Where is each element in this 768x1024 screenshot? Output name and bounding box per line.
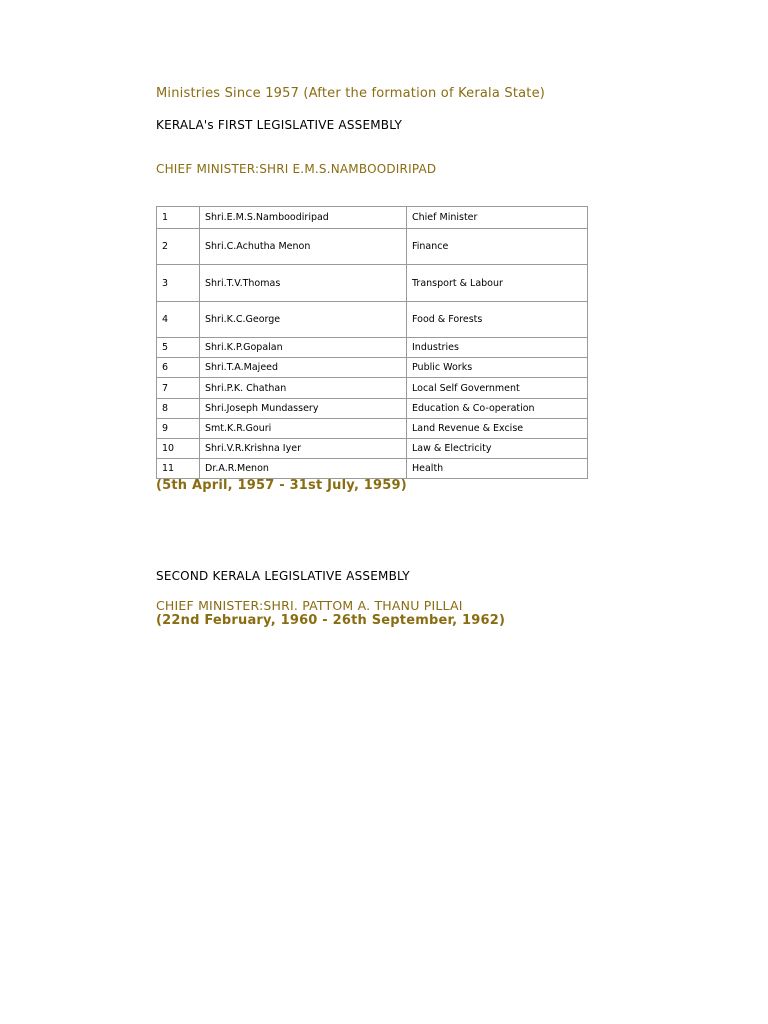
minister-name: Shri.T.A.Majeed <box>200 358 407 378</box>
minister-number: 9 <box>157 419 200 439</box>
minister-portfolio: Chief Minister <box>407 207 588 229</box>
table-row <box>157 439 588 459</box>
minister-name: Shri.E.M.S.Namboodiripad <box>200 207 407 229</box>
minister-portfolio: Public Works <box>407 358 588 378</box>
minister-number: 1 <box>157 207 200 229</box>
minister-portfolio: Food & Forests <box>407 302 588 338</box>
minister-name: Dr.A.R.Menon <box>200 459 407 479</box>
minister-number: 2 <box>157 229 200 265</box>
table-row <box>157 378 588 399</box>
minister-number: 5 <box>157 338 200 358</box>
minister-number: 11 <box>157 459 200 479</box>
first-assembly-term: (5th April, 1957 - 31st July, 1959) <box>156 478 407 493</box>
minister-number: 7 <box>157 378 200 399</box>
second-chief-minister: CHIEF MINISTER:SHRI. PATTOM A. THANU PILLAI <box>156 598 463 613</box>
second-assembly-title: SECOND KERALA LEGISLATIVE ASSEMBLY <box>156 569 410 583</box>
table-row <box>157 419 588 439</box>
minister-portfolio: Local Self Government <box>407 378 588 399</box>
table-row <box>157 302 588 338</box>
minister-portfolio: Law & Electricity <box>407 439 588 459</box>
minister-name: Shri.V.R.Krishna Iyer <box>200 439 407 459</box>
first-assembly-title: KERALA's FIRST LEGISLATIVE ASSEMBLY <box>156 118 403 132</box>
table-row <box>157 265 588 302</box>
table-row <box>157 399 588 419</box>
table-row <box>157 229 588 265</box>
first-chief-minister: CHIEF MINISTER:SHRI E.M.S.NAMBOODIRIPAD <box>156 162 437 176</box>
minister-name: Shri.K.P.Gopalan <box>200 338 407 358</box>
minister-number: 4 <box>157 302 200 338</box>
table-row <box>157 207 588 229</box>
minister-name: Shri.C.Achutha Menon <box>200 229 407 265</box>
table-row <box>157 338 588 358</box>
minister-number: 8 <box>157 399 200 419</box>
minister-name: Smt.K.R.Gouri <box>200 419 407 439</box>
minister-number: 3 <box>157 265 200 302</box>
minister-number: 6 <box>157 358 200 378</box>
minister-name: Shri.T.V.Thomas <box>200 265 407 302</box>
minister-portfolio: Transport & Labour <box>407 265 588 302</box>
minister-portfolio: Land Revenue & Excise <box>407 419 588 439</box>
minister-portfolio: Health <box>407 459 588 479</box>
minister-name: Shri.K.C.George <box>200 302 407 338</box>
ministers-table <box>156 206 588 479</box>
minister-portfolio: Education & Co-operation <box>407 399 588 419</box>
table-row <box>157 459 588 479</box>
minister-portfolio: Finance <box>407 229 588 265</box>
table-row <box>157 358 588 378</box>
page-heading: Ministries Since 1957 (After the formation of Kerala State) <box>156 86 546 101</box>
second-assembly-term: (22nd February, 1960 - 26th September, 1962) <box>156 613 506 628</box>
minister-name: Shri.P.K. Chathan <box>200 378 407 399</box>
minister-portfolio: Industries <box>407 338 588 358</box>
minister-number: 10 <box>157 439 200 459</box>
minister-name: Shri.Joseph Mundassery <box>200 399 407 419</box>
